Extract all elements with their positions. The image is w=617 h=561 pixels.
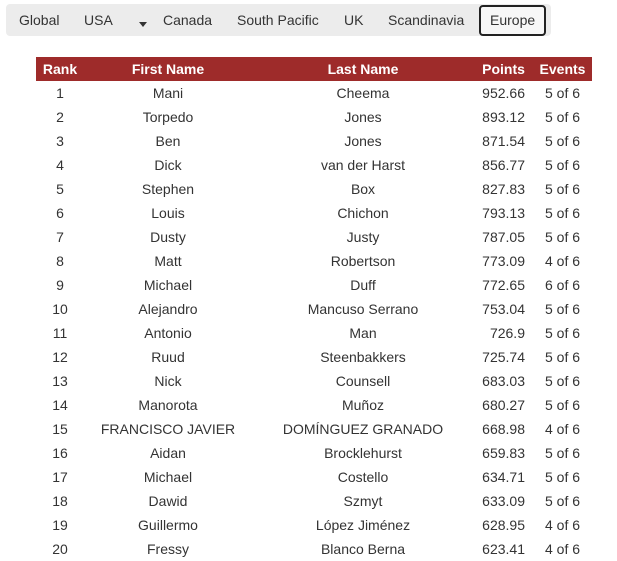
tab-canada[interactable]: Canada bbox=[163, 12, 213, 28]
events-cell: 4 of 6 bbox=[544, 541, 581, 557]
points-cell: 726.9 bbox=[489, 325, 525, 341]
standings-table bbox=[36, 57, 592, 561]
column-header-rank: Rank bbox=[36, 57, 84, 81]
column-header-points: Points bbox=[474, 57, 533, 81]
tab-uk[interactable]: UK bbox=[344, 12, 364, 28]
rank-cell: 11 bbox=[52, 325, 68, 341]
last-name-cell: Blanco Berna bbox=[320, 541, 406, 557]
last-name-cell: Robertson bbox=[330, 253, 396, 269]
points-cell: 793.13 bbox=[482, 205, 525, 221]
events-cell: 5 of 6 bbox=[544, 133, 581, 149]
first-name-cell: Antonio bbox=[144, 325, 192, 341]
first-name-cell: Matt bbox=[154, 253, 182, 269]
table-header-row bbox=[36, 57, 592, 81]
tab-usa[interactable]: USA bbox=[84, 12, 113, 28]
rank-cell: 4 bbox=[56, 157, 64, 173]
last-name-cell: Duff bbox=[350, 277, 376, 293]
points-cell: 856.77 bbox=[482, 157, 525, 173]
first-name-cell: Mani bbox=[152, 85, 184, 101]
points-cell: 668.98 bbox=[482, 421, 525, 437]
table-row bbox=[36, 273, 592, 297]
events-cell: 5 of 6 bbox=[544, 445, 581, 461]
first-name-cell: Guillermo bbox=[138, 517, 198, 533]
last-name-cell: Justy bbox=[346, 229, 380, 245]
events-cell: 5 of 6 bbox=[544, 373, 581, 389]
rank-cell: 2 bbox=[56, 109, 64, 125]
rank-cell: 17 bbox=[52, 469, 68, 485]
last-name-cell: Cheema bbox=[336, 85, 390, 101]
table-row bbox=[36, 129, 592, 153]
table-row bbox=[36, 393, 592, 417]
events-cell: 5 of 6 bbox=[544, 469, 581, 485]
tab-south-pacific[interactable]: South Pacific bbox=[237, 12, 319, 28]
events-cell: 5 of 6 bbox=[544, 349, 581, 365]
table-row bbox=[36, 177, 592, 201]
last-name-cell: Counsell bbox=[335, 373, 391, 389]
table-row bbox=[36, 345, 592, 369]
last-name-cell: Brocklehurst bbox=[324, 445, 402, 461]
tab-scandinavia[interactable]: Scandinavia bbox=[388, 12, 465, 28]
table-row bbox=[36, 417, 592, 441]
standings-body bbox=[36, 81, 592, 561]
table-row bbox=[36, 297, 592, 321]
points-cell: 623.41 bbox=[482, 541, 525, 557]
points-cell: 952.66 bbox=[482, 85, 525, 101]
points-cell: 634.71 bbox=[482, 469, 525, 485]
first-name-cell: FRANCISCO JAVIER bbox=[100, 421, 236, 437]
table-row bbox=[36, 225, 592, 249]
table-row bbox=[36, 153, 592, 177]
chevron-down-icon[interactable] bbox=[139, 22, 147, 27]
rank-cell: 6 bbox=[56, 205, 64, 221]
events-cell: 5 of 6 bbox=[544, 85, 581, 101]
events-cell: 5 of 6 bbox=[544, 301, 581, 317]
points-cell: 787.05 bbox=[482, 229, 525, 245]
first-name-cell: Torpedo bbox=[142, 109, 194, 125]
last-name-cell: Costello bbox=[337, 469, 389, 485]
events-cell: 5 of 6 bbox=[544, 397, 581, 413]
rank-cell: 14 bbox=[52, 397, 68, 413]
first-name-cell: Fressy bbox=[147, 541, 189, 557]
events-cell: 5 of 6 bbox=[544, 325, 581, 341]
table-row bbox=[36, 489, 592, 513]
last-name-cell: Muñoz bbox=[341, 397, 385, 413]
table-row bbox=[36, 249, 592, 273]
points-cell: 633.09 bbox=[482, 493, 525, 509]
first-name-cell: Manorota bbox=[138, 397, 198, 413]
rank-cell: 15 bbox=[52, 421, 68, 437]
first-name-cell: Louis bbox=[151, 205, 185, 221]
events-cell: 5 of 6 bbox=[544, 493, 581, 509]
column-header-first-name: First Name bbox=[84, 57, 252, 81]
points-cell: 773.09 bbox=[482, 253, 525, 269]
first-name-cell: Dick bbox=[154, 157, 182, 173]
points-cell: 683.03 bbox=[482, 373, 525, 389]
events-cell: 5 of 6 bbox=[544, 229, 581, 245]
first-name-cell: Alejandro bbox=[138, 301, 198, 317]
rank-cell: 19 bbox=[52, 517, 68, 533]
rank-cell: 13 bbox=[52, 373, 68, 389]
first-name-cell: Michael bbox=[143, 469, 193, 485]
tab-global[interactable]: Global bbox=[19, 12, 60, 28]
last-name-cell: Jones bbox=[344, 133, 382, 149]
tab-europe[interactable]: Europe bbox=[479, 5, 546, 36]
rank-cell: 3 bbox=[56, 133, 64, 149]
table-row bbox=[36, 81, 592, 105]
rank-cell: 8 bbox=[56, 253, 64, 269]
first-name-cell: Nick bbox=[154, 373, 182, 389]
first-name-cell: Michael bbox=[143, 277, 193, 293]
points-cell: 772.65 bbox=[482, 277, 525, 293]
table-row bbox=[36, 441, 592, 465]
rank-cell: 18 bbox=[52, 493, 68, 509]
table-row bbox=[36, 465, 592, 489]
events-cell: 4 of 6 bbox=[544, 421, 581, 437]
points-cell: 659.83 bbox=[482, 445, 525, 461]
rank-cell: 10 bbox=[52, 301, 68, 317]
events-cell: 6 of 6 bbox=[544, 277, 581, 293]
table-row bbox=[36, 537, 592, 561]
first-name-cell: Ben bbox=[155, 133, 181, 149]
last-name-cell: van der Harst bbox=[320, 157, 406, 173]
events-cell: 5 of 6 bbox=[544, 157, 581, 173]
points-cell: 725.74 bbox=[482, 349, 525, 365]
rank-cell: 5 bbox=[56, 181, 64, 197]
events-cell: 5 of 6 bbox=[544, 205, 581, 221]
last-name-cell: Mancuso Serrano bbox=[307, 301, 419, 317]
table-row bbox=[36, 201, 592, 225]
points-cell: 628.95 bbox=[482, 517, 525, 533]
last-name-cell: Man bbox=[349, 325, 377, 341]
events-cell: 4 of 6 bbox=[544, 253, 581, 269]
column-header-last-name: Last Name bbox=[252, 57, 474, 81]
events-cell: 5 of 6 bbox=[544, 109, 581, 125]
points-cell: 871.54 bbox=[482, 133, 525, 149]
rank-cell: 1 bbox=[56, 85, 64, 101]
table-row bbox=[36, 369, 592, 393]
table-row bbox=[36, 513, 592, 537]
column-header-events: Events bbox=[533, 57, 592, 81]
first-name-cell: Dusty bbox=[150, 229, 186, 245]
region-tab-bar bbox=[6, 4, 551, 36]
first-name-cell: Aidan bbox=[150, 445, 186, 461]
rank-cell: 20 bbox=[52, 541, 68, 557]
last-name-cell: López Jiménez bbox=[315, 517, 411, 533]
points-cell: 753.04 bbox=[482, 301, 525, 317]
first-name-cell: Dawid bbox=[148, 493, 188, 509]
last-name-cell: DOMÍNGUEZ GRANADO bbox=[282, 421, 444, 437]
last-name-cell: Chichon bbox=[337, 205, 389, 221]
events-cell: 5 of 6 bbox=[544, 181, 581, 197]
table-row bbox=[36, 105, 592, 129]
points-cell: 680.27 bbox=[482, 397, 525, 413]
points-cell: 827.83 bbox=[482, 181, 525, 197]
first-name-cell: Stephen bbox=[141, 181, 195, 197]
points-cell: 893.12 bbox=[482, 109, 525, 125]
rank-cell: 7 bbox=[56, 229, 64, 245]
last-name-cell: Jones bbox=[344, 109, 382, 125]
table-row bbox=[36, 321, 592, 345]
events-cell: 4 of 6 bbox=[544, 517, 581, 533]
last-name-cell: Box bbox=[350, 181, 376, 197]
rank-cell: 9 bbox=[56, 277, 64, 293]
last-name-cell: Szmyt bbox=[343, 493, 383, 509]
last-name-cell: Steenbakkers bbox=[320, 349, 406, 365]
rank-cell: 12 bbox=[52, 349, 68, 365]
rank-cell: 16 bbox=[52, 445, 68, 461]
first-name-cell: Ruud bbox=[151, 349, 185, 365]
